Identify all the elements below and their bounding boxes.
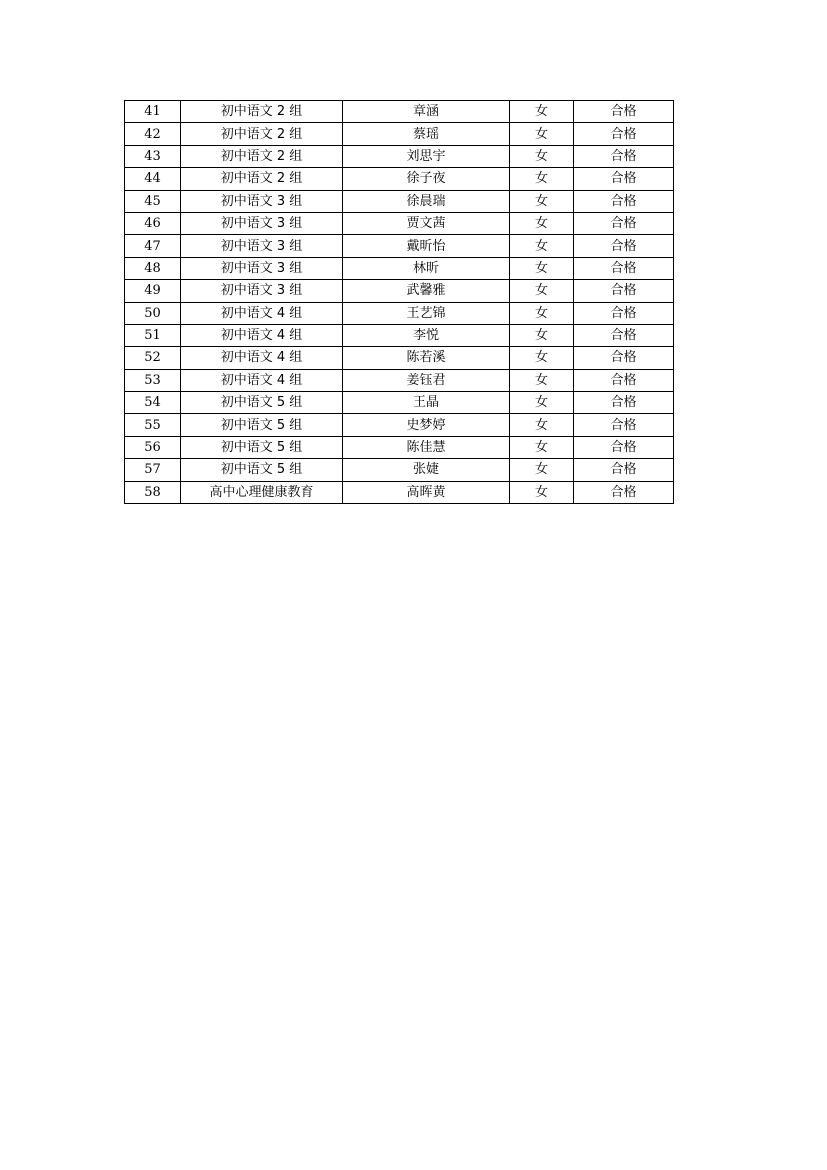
row-number-cell: 58 [125, 481, 181, 503]
result-cell: 合格 [574, 459, 674, 481]
row-number-cell: 42 [125, 123, 181, 145]
subject-group-cell: 初中语文 2 组 [181, 101, 343, 123]
row-number-cell: 52 [125, 347, 181, 369]
gender-cell: 女 [510, 414, 574, 436]
subject-group-cell: 初中语文 5 组 [181, 459, 343, 481]
subject-group-cell: 初中语文 4 组 [181, 302, 343, 324]
table-row [125, 280, 674, 302]
gender-cell: 女 [510, 324, 574, 346]
candidate-name-cell: 陈佳慧 [343, 436, 510, 458]
table-row [125, 257, 674, 279]
gender-cell: 女 [510, 459, 574, 481]
result-cell: 合格 [574, 414, 674, 436]
gender-cell: 女 [510, 190, 574, 212]
gender-cell: 女 [510, 436, 574, 458]
result-cell: 合格 [574, 190, 674, 212]
candidate-name-cell: 王晶 [343, 392, 510, 414]
result-cell: 合格 [574, 392, 674, 414]
candidate-name-cell: 贾文茜 [343, 212, 510, 234]
row-number-cell: 53 [125, 369, 181, 391]
result-cell: 合格 [574, 481, 674, 503]
candidate-name-cell: 张婕 [343, 459, 510, 481]
candidate-name-cell: 王艺锦 [343, 302, 510, 324]
table-row [125, 392, 674, 414]
result-cell: 合格 [574, 280, 674, 302]
candidate-name-cell: 陈若溪 [343, 347, 510, 369]
table-row [125, 168, 674, 190]
gender-cell: 女 [510, 212, 574, 234]
gender-cell: 女 [510, 235, 574, 257]
subject-group-cell: 初中语文 3 组 [181, 190, 343, 212]
candidate-name-cell: 李悦 [343, 324, 510, 346]
candidate-name-cell: 章涵 [343, 101, 510, 123]
candidate-name-cell: 林昕 [343, 257, 510, 279]
subject-group-cell: 初中语文 3 组 [181, 280, 343, 302]
table-row [125, 123, 674, 145]
table-row [125, 436, 674, 458]
result-cell: 合格 [574, 235, 674, 257]
table-row [125, 324, 674, 346]
subject-group-cell: 初中语文 4 组 [181, 324, 343, 346]
table-row [125, 369, 674, 391]
result-cell: 合格 [574, 324, 674, 346]
gender-cell: 女 [510, 145, 574, 167]
table-row [125, 190, 674, 212]
subject-group-cell: 初中语文 2 组 [181, 145, 343, 167]
table-row [125, 145, 674, 167]
candidate-name-cell: 蔡瑶 [343, 123, 510, 145]
gender-cell: 女 [510, 280, 574, 302]
gender-cell: 女 [510, 168, 574, 190]
table-row [125, 347, 674, 369]
subject-group-cell: 初中语文 5 组 [181, 414, 343, 436]
gender-cell: 女 [510, 481, 574, 503]
row-number-cell: 43 [125, 145, 181, 167]
result-cell: 合格 [574, 123, 674, 145]
row-number-cell: 56 [125, 436, 181, 458]
row-number-cell: 57 [125, 459, 181, 481]
table-row [125, 302, 674, 324]
row-number-cell: 55 [125, 414, 181, 436]
table-row [125, 212, 674, 234]
gender-cell: 女 [510, 302, 574, 324]
results-table-body [125, 101, 674, 504]
row-number-cell: 46 [125, 212, 181, 234]
table-row [125, 414, 674, 436]
subject-group-cell: 初中语文 5 组 [181, 392, 343, 414]
candidate-name-cell: 史梦婷 [343, 414, 510, 436]
row-number-cell: 54 [125, 392, 181, 414]
table-row [125, 459, 674, 481]
candidate-name-cell: 徐子夜 [343, 168, 510, 190]
row-number-cell: 47 [125, 235, 181, 257]
subject-group-cell: 初中语文 4 组 [181, 347, 343, 369]
gender-cell: 女 [510, 369, 574, 391]
row-number-cell: 45 [125, 190, 181, 212]
result-cell: 合格 [574, 101, 674, 123]
result-cell: 合格 [574, 369, 674, 391]
gender-cell: 女 [510, 347, 574, 369]
subject-group-cell: 初中语文 5 组 [181, 436, 343, 458]
row-number-cell: 41 [125, 101, 181, 123]
row-number-cell: 48 [125, 257, 181, 279]
row-number-cell: 51 [125, 324, 181, 346]
result-cell: 合格 [574, 257, 674, 279]
result-cell: 合格 [574, 302, 674, 324]
row-number-cell: 44 [125, 168, 181, 190]
row-number-cell: 49 [125, 280, 181, 302]
subject-group-cell: 初中语文 3 组 [181, 257, 343, 279]
candidate-name-cell: 高晖黄 [343, 481, 510, 503]
candidate-name-cell: 戴昕怡 [343, 235, 510, 257]
result-cell: 合格 [574, 145, 674, 167]
gender-cell: 女 [510, 257, 574, 279]
subject-group-cell: 初中语文 3 组 [181, 235, 343, 257]
subject-group-cell: 初中语文 3 组 [181, 212, 343, 234]
subject-group-cell: 初中语文 4 组 [181, 369, 343, 391]
result-cell: 合格 [574, 347, 674, 369]
row-number-cell: 50 [125, 302, 181, 324]
result-cell: 合格 [574, 212, 674, 234]
subject-group-cell: 高中心理健康教育 [181, 481, 343, 503]
gender-cell: 女 [510, 392, 574, 414]
candidate-name-cell: 武馨雅 [343, 280, 510, 302]
gender-cell: 女 [510, 101, 574, 123]
result-cell: 合格 [574, 436, 674, 458]
table-row [125, 235, 674, 257]
candidate-name-cell: 姜钰君 [343, 369, 510, 391]
result-cell: 合格 [574, 168, 674, 190]
results-table [124, 100, 674, 504]
candidate-name-cell: 刘思宇 [343, 145, 510, 167]
subject-group-cell: 初中语文 2 组 [181, 123, 343, 145]
gender-cell: 女 [510, 123, 574, 145]
table-row [125, 101, 674, 123]
table-row [125, 481, 674, 503]
candidate-name-cell: 徐晨瑞 [343, 190, 510, 212]
subject-group-cell: 初中语文 2 组 [181, 168, 343, 190]
